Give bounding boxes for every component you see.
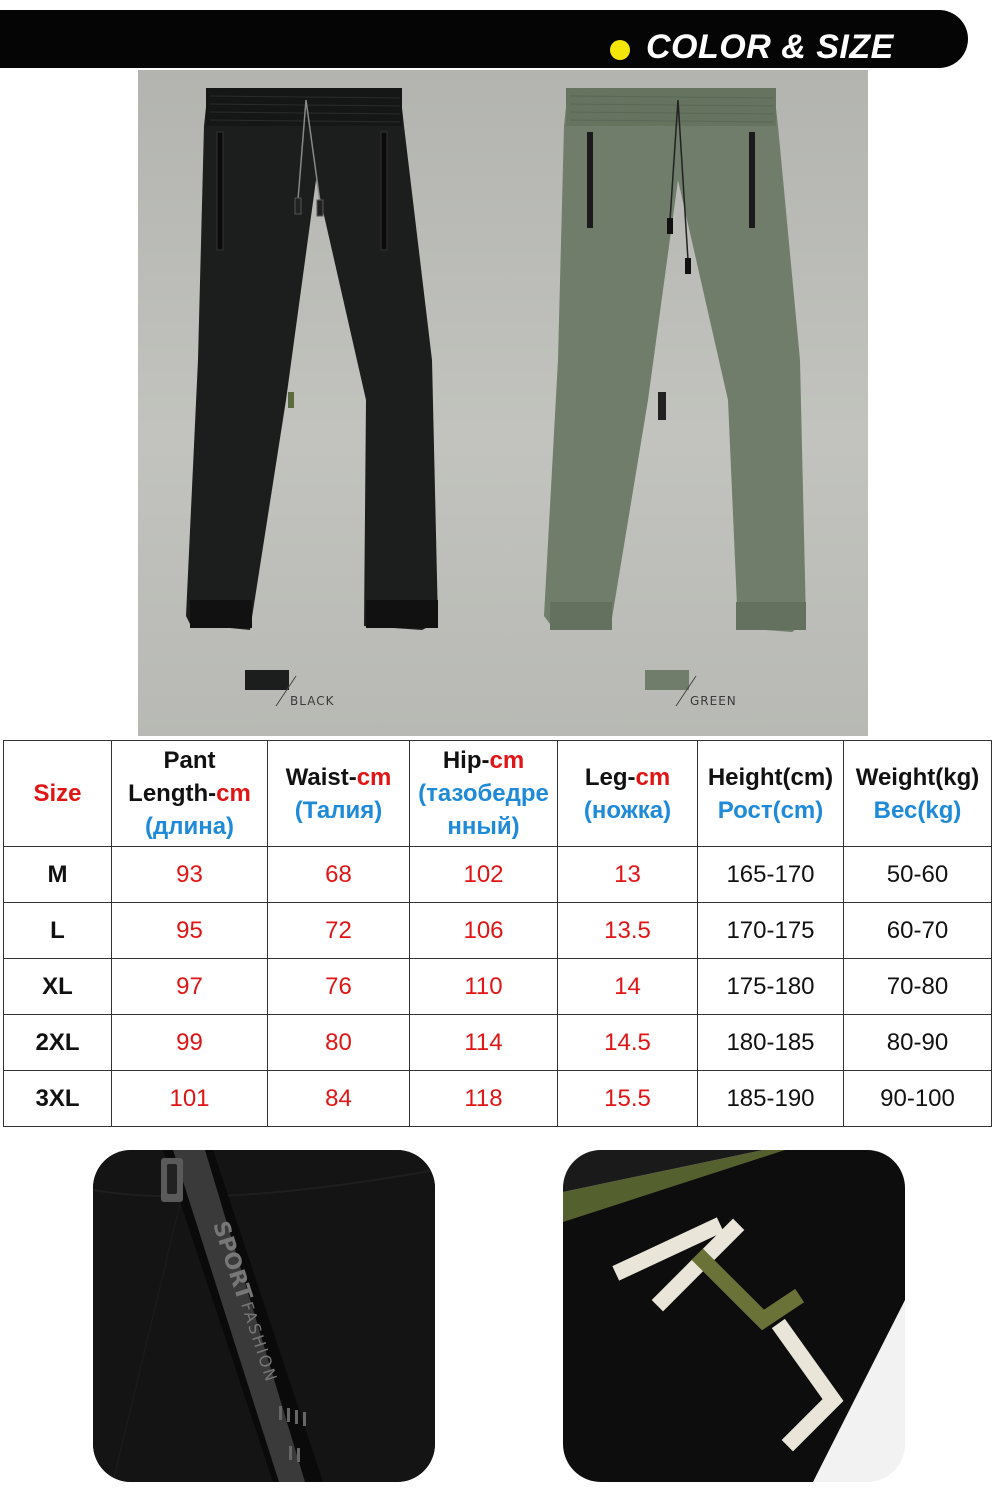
height-cell: 180-185 <box>698 1015 844 1071</box>
waist-cell: 84 <box>268 1071 410 1127</box>
header-height: Height(cm) Рост(cm) <box>698 741 844 847</box>
height-cell: 165-170 <box>698 847 844 903</box>
color-label-green: GREEN <box>690 694 737 708</box>
size-cell: M <box>4 847 112 903</box>
weight-cell: 70-80 <box>844 959 992 1015</box>
waist-cell: 68 <box>268 847 410 903</box>
section-banner <box>0 10 968 68</box>
hip-cell: 106 <box>410 903 558 959</box>
table-row <box>4 903 992 959</box>
weight-cell: 80-90 <box>844 1015 992 1071</box>
hip-cell: 114 <box>410 1015 558 1071</box>
length-cell: 101 <box>112 1071 268 1127</box>
length-cell: 93 <box>112 847 268 903</box>
black-pants <box>186 88 438 630</box>
size-cell: L <box>4 903 112 959</box>
length-cell: 97 <box>112 959 268 1015</box>
bullet-dot <box>610 40 630 60</box>
leg-cell: 14 <box>558 959 698 1015</box>
print-detail-photo <box>563 1150 905 1482</box>
banner-title: COLOR & SIZE <box>646 28 894 66</box>
weight-cell: 90-100 <box>844 1071 992 1127</box>
print-illustration <box>563 1150 905 1482</box>
color-label-black: BLACK <box>290 694 335 708</box>
zipper-illustration <box>93 1150 435 1482</box>
hip-cell: 110 <box>410 959 558 1015</box>
header-waist: Waist-cm (Талия) <box>268 741 410 847</box>
table-row <box>4 959 992 1015</box>
pants-illustration <box>138 70 868 736</box>
length-cell: 99 <box>112 1015 268 1071</box>
size-cell: XL <box>4 959 112 1015</box>
green-pants <box>544 88 806 632</box>
weight-cell: 60-70 <box>844 903 992 959</box>
waist-cell: 80 <box>268 1015 410 1071</box>
leg-cell: 15.5 <box>558 1071 698 1127</box>
table-row <box>4 847 992 903</box>
black-swatch <box>245 670 289 690</box>
leg-cell: 14.5 <box>558 1015 698 1071</box>
header-size: Size <box>4 741 112 847</box>
waist-cell: 76 <box>268 959 410 1015</box>
table-header-row <box>4 741 992 847</box>
zipper-tape-text-light: FASHION <box>237 1299 282 1386</box>
height-cell: 185-190 <box>698 1071 844 1127</box>
zipper-tape-text-bold: SPORT <box>207 1218 257 1304</box>
header-leg: Leg-cm (ножка) <box>558 741 698 847</box>
green-swatch <box>645 670 689 690</box>
size-cell: 2XL <box>4 1015 112 1071</box>
weight-cell: 50-60 <box>844 847 992 903</box>
hip-cell: 102 <box>410 847 558 903</box>
size-chart-table <box>3 740 992 1127</box>
height-cell: 170-175 <box>698 903 844 959</box>
zipper-detail-photo <box>93 1150 435 1482</box>
length-cell: 95 <box>112 903 268 959</box>
leg-cell: 13 <box>558 847 698 903</box>
header-hip: Hip-cm (тазобедре нный) <box>410 741 558 847</box>
table-row <box>4 1071 992 1127</box>
waist-cell: 72 <box>268 903 410 959</box>
table-row <box>4 1015 992 1071</box>
size-cell: 3XL <box>4 1071 112 1127</box>
product-photo <box>138 70 868 736</box>
header-weight: Weight(kg) Вес(kg) <box>844 741 992 847</box>
leg-cell: 13.5 <box>558 903 698 959</box>
height-cell: 175-180 <box>698 959 844 1015</box>
hip-cell: 118 <box>410 1071 558 1127</box>
header-length: Pant Length-cm (длина) <box>112 741 268 847</box>
